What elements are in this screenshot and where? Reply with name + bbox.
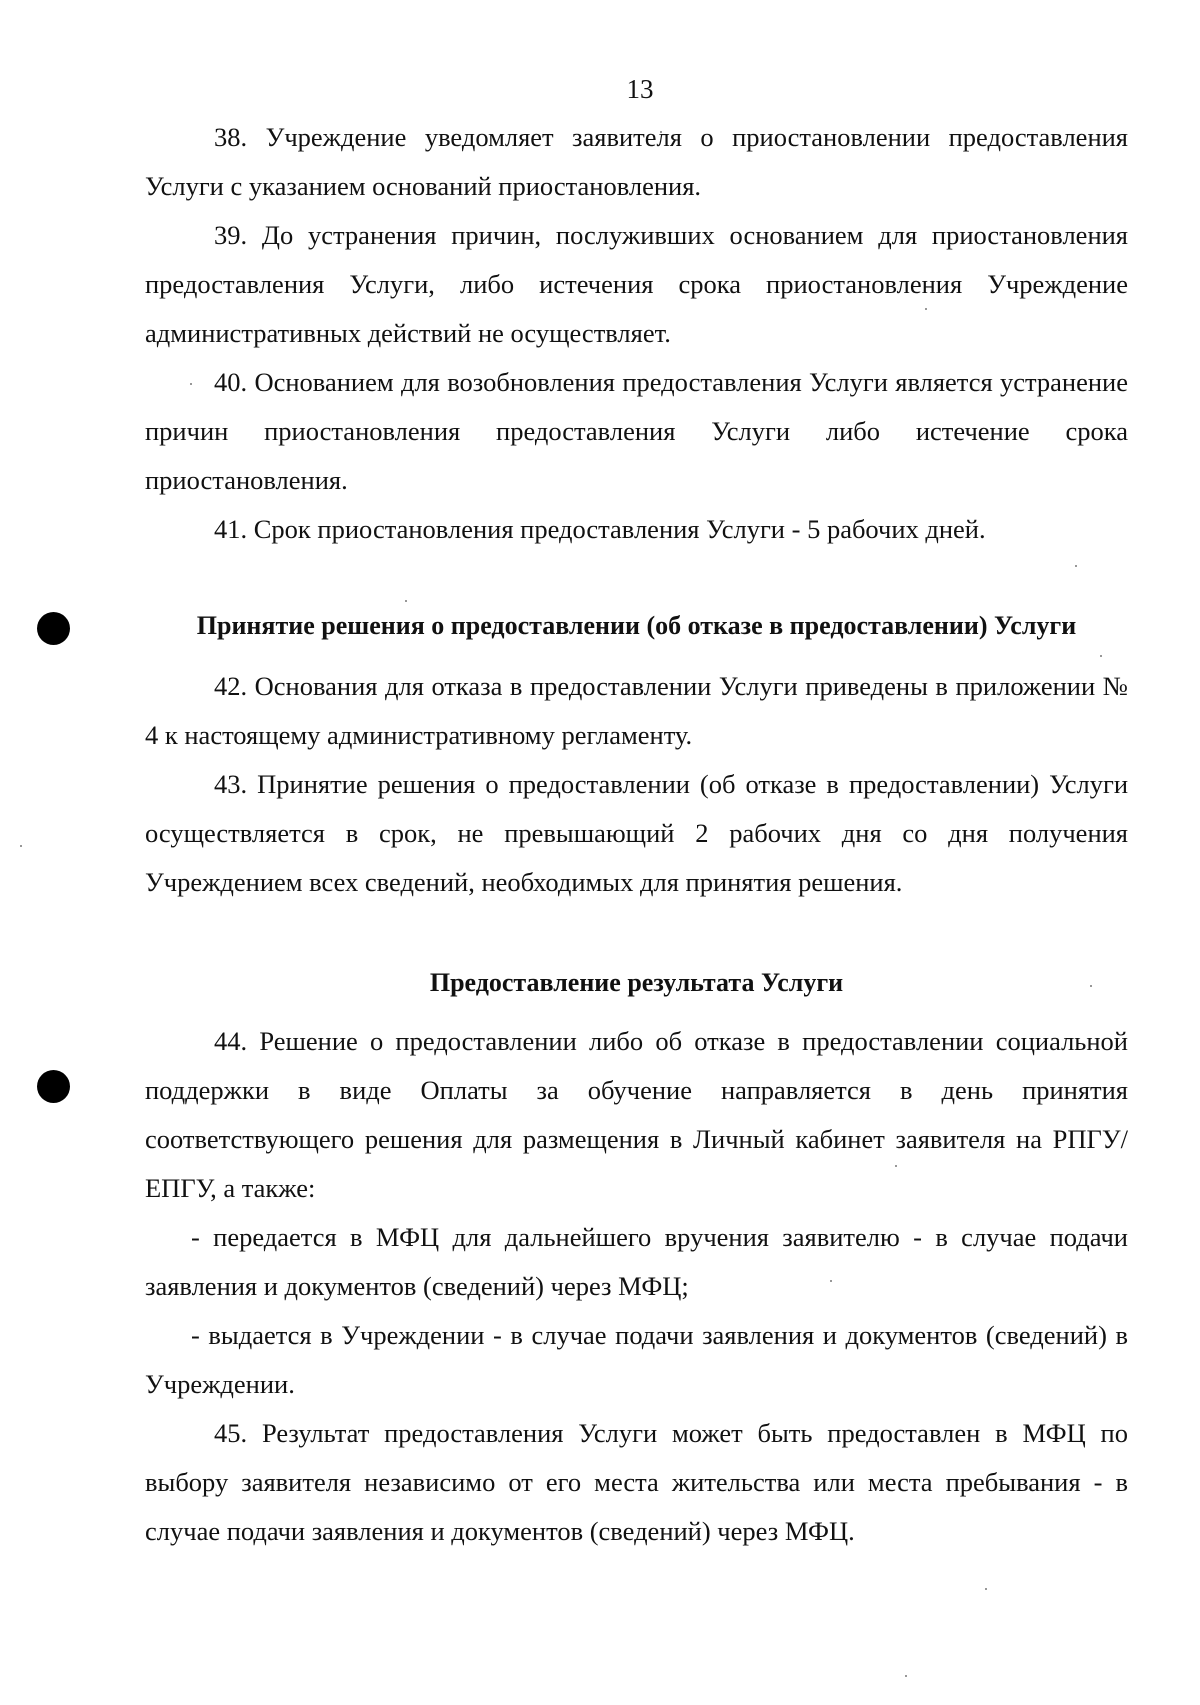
scan-speck: [905, 1675, 907, 1677]
paragraph: 39. До устранения причин, послуживших основанием для приостановления предоставления Услуги, либо истечения срока приостановления Учреждение административных действий не осуществляет.: [145, 220, 1128, 348]
list-item: - выдается в Учреждении - в случае подачи заявления и документов (сведений) в Учреждении.: [145, 1320, 1128, 1399]
paragraph: 44. Решение о предоставлении либо об отказе в предоставлении социальной поддержки в виде Оплаты за обучение направляется в день принятия соответствующего решения для размещения в Личный кабинет заявителя на РПГУ/ЕПГУ, а также:: [145, 1026, 1128, 1203]
scan-speck: [20, 845, 22, 847]
paragraph: 42. Основания для отказа в предоставлении Услуги приведены в приложении № 4 к настоящему административному регламенту.: [145, 671, 1128, 750]
section-heading: Принятие решения о предоставлении (об отказе в предоставлении) Услуги: [196, 611, 1077, 640]
punch-hole-bottom: [37, 1070, 70, 1103]
paragraph: 41. Срок приостановления предоставления Услуги - 5 рабочих дней.: [214, 514, 986, 544]
section-heading: Предоставление результата Услуги: [429, 968, 844, 997]
paragraph: 43. Принятие решения о предоставлении (об отказе в предоставлении) Услуги осуществляется в срок, не превышающий 2 рабочих дня со дня получения Учреждением всех сведений, необходимых для принятия решения.: [145, 769, 1128, 897]
document-body: [145, 113, 1128, 1556]
list-item: - передается в МФЦ для дальнейшего вручения заявителю - в случае подачи заявления и документов (сведений) через МФЦ;: [145, 1222, 1128, 1301]
paragraph: 45. Результат предоставления Услуги может быть предоставлен в МФЦ по выбору заявителя независимо от его места жительства или места пребывания - в случае подачи заявления и документов (сведений) через МФЦ.: [145, 1418, 1128, 1546]
paragraph: 40. Основанием для возобновления предоставления Услуги является устранение причин приостановления предоставления Услуги либо истечение срока приостановления.: [145, 367, 1128, 495]
paragraph: 38. Учреждение уведомляет заявителя о приостановлении предоставления Услуги с указанием оснований приостановления.: [145, 122, 1128, 201]
punch-hole-top: [37, 612, 70, 645]
page-number: 13: [626, 74, 654, 104]
scan-speck: [985, 1588, 987, 1590]
